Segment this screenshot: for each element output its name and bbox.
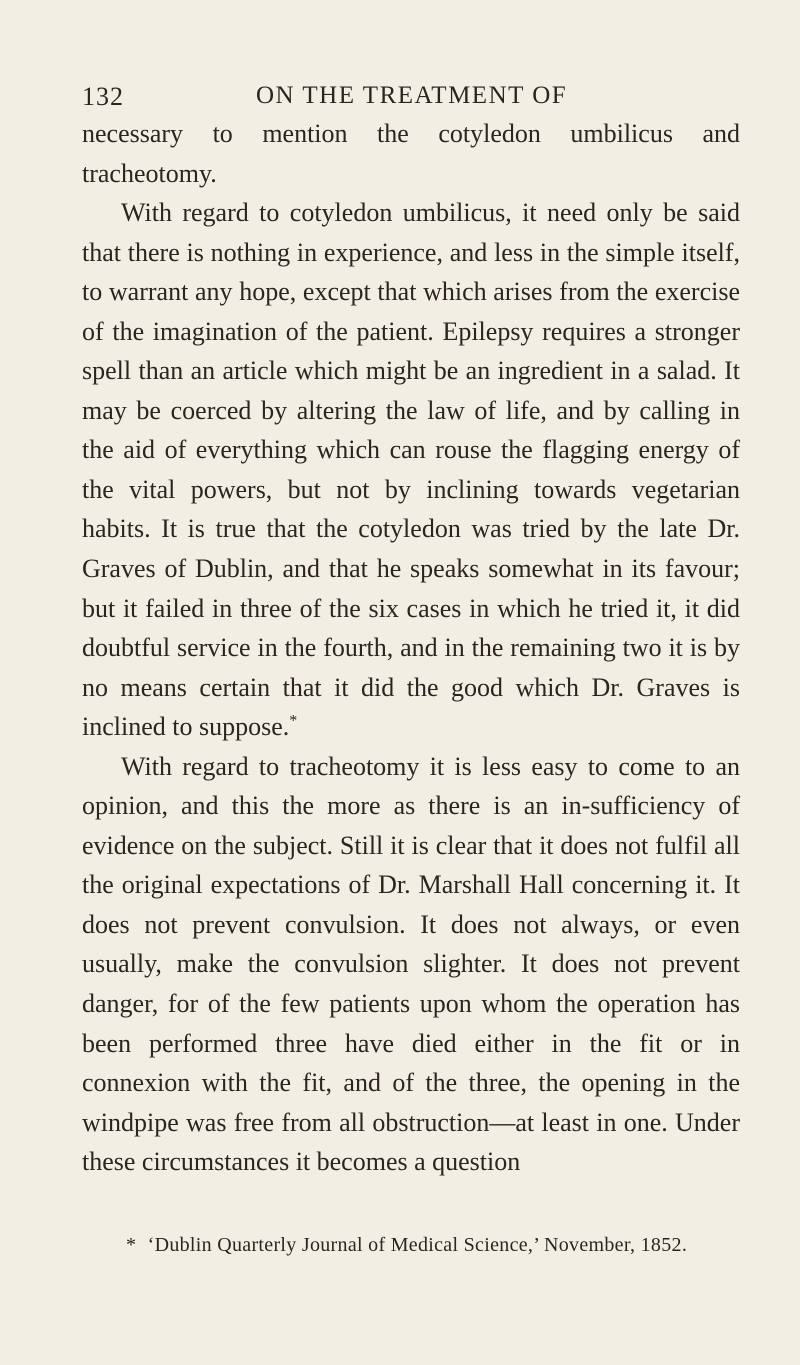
page-number: 132: [82, 82, 124, 111]
footnote-mark: *: [126, 1234, 137, 1256]
body-text: [82, 114, 740, 1182]
footnote-text: ‘Dublin Quarterly Journal of Medical Science,’ November, 1852.: [147, 1234, 688, 1256]
footnote: [126, 1232, 746, 1258]
paragraph-text: With regard to cotyledon umbilicus, it need only be said that there is nothing in experience, and less in the simple itself, to warrant any hope, except that which arises from the exercise of the imagination of the patient. Epilepsy requires a stronger spell than an article which might be an ingredient in a salad. It may be coerced by altering the law of life, and by calling in the aid of everything which can rouse the flagging energy of the vital powers, but not by inclining towards vegetarian habits. It is true that the cotyledon was tried by the late Dr. Graves of Dublin, and that he speaks somewhat in its favour; but it failed in three of the six cases in which he tried it, it did doubtful service in the fourth, and in the remaining two it is by no means certain that it did the good which Dr. Graves is inclined to suppose.: [82, 198, 740, 742]
paragraph: [82, 193, 740, 747]
page-header: [82, 82, 742, 116]
paragraph: With regard to tracheotomy it is less easy to come to an opinion, and this the more as there is an in-sufficiency of evidence on the subject. Still it is clear that it does not fulfil all the original expectations of Dr. Marshall Hall concerning it. It does not prevent convulsion. It does not always, or even usually, make the convulsion slighter. It does not prevent danger, for of the few patients upon whom the operation has been performed three have died either in the fit or in connexion with the fit, and of the three, the opening in the windpipe was free from all obstruction—at least in one. Under these circumstances it becomes a question: [82, 751, 740, 1177]
footnote-reference: *: [289, 712, 298, 730]
paragraph: necessary to mention the cotyledon umbilicus and tracheotomy.: [82, 119, 740, 188]
running-head: ON THE TREATMENT OF: [256, 82, 568, 109]
